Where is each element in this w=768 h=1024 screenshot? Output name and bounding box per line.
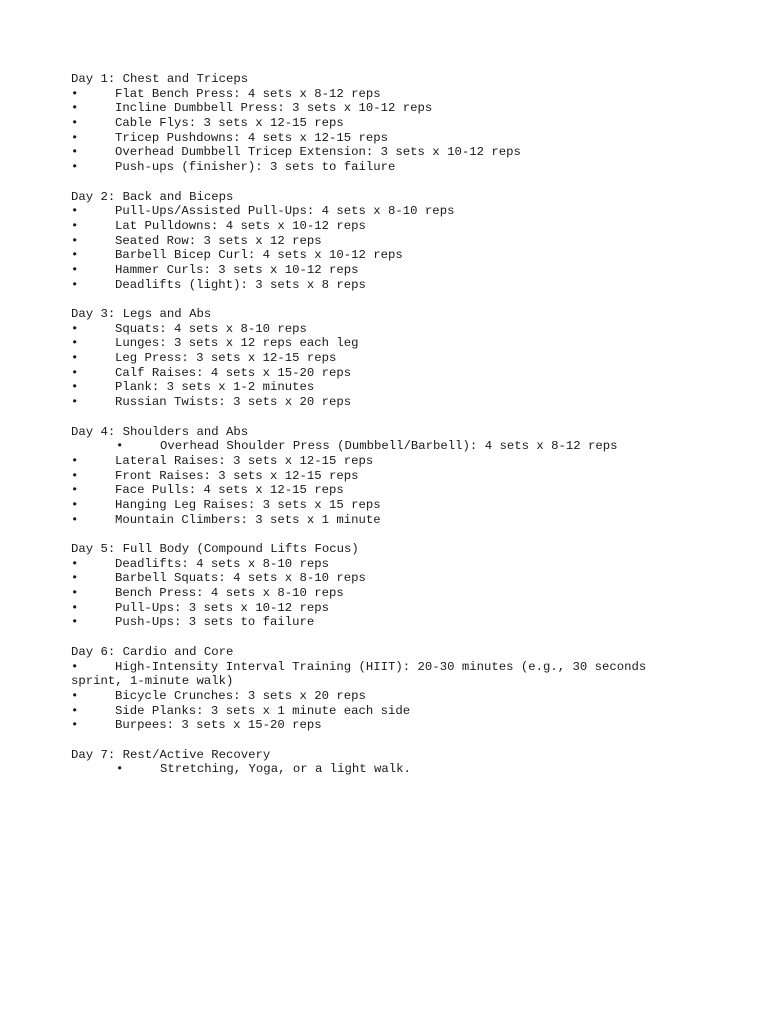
exercise-text: Bench Press: 4 sets x 8-10 reps bbox=[115, 586, 344, 601]
exercise-item bbox=[71, 586, 671, 601]
bullet-icon: • bbox=[71, 586, 79, 601]
day-heading: Day 6: Cardio and Core bbox=[71, 644, 234, 659]
exercise-item bbox=[71, 116, 671, 131]
exercise-text: Calf Raises: 4 sets x 15-20 reps bbox=[115, 365, 352, 380]
day-section bbox=[71, 425, 671, 528]
day-heading: Day 4: Shoulders and Abs bbox=[71, 424, 249, 439]
bullet-icon: • bbox=[71, 321, 79, 336]
exercise-item bbox=[71, 336, 671, 351]
exercise-text: Face Pulls: 4 sets x 12-15 reps bbox=[115, 483, 344, 498]
bullet-icon: • bbox=[71, 615, 79, 630]
bullet-icon: • bbox=[71, 86, 79, 101]
bullet-icon: • bbox=[71, 718, 79, 733]
bullet-icon: • bbox=[116, 762, 124, 777]
exercise-item bbox=[71, 101, 671, 116]
day-heading: Day 2: Back and Biceps bbox=[71, 189, 234, 204]
exercise-item bbox=[71, 762, 671, 777]
exercise-text: Pull-Ups: 3 sets x 10-12 reps bbox=[115, 600, 330, 615]
exercise-text: Overhead Shoulder Press (Dumbbell/Barbell): 4 sets x 8-12 reps bbox=[160, 439, 618, 454]
exercise-text: Push-Ups: 3 sets to failure bbox=[115, 615, 315, 630]
exercise-item bbox=[71, 513, 671, 528]
exercise-text: Hanging Leg Raises: 3 sets x 15 reps bbox=[115, 497, 381, 512]
exercise-item bbox=[71, 248, 671, 263]
exercise-text: Side Planks: 3 sets x 1 minute each side bbox=[115, 703, 411, 718]
exercise-text: Mountain Climbers: 3 sets x 1 minute bbox=[115, 512, 381, 527]
bullet-icon: • bbox=[71, 512, 79, 527]
bullet-icon: • bbox=[71, 160, 79, 175]
workout-plan bbox=[71, 72, 671, 792]
exercise-item bbox=[71, 689, 671, 704]
bullet-icon: • bbox=[71, 571, 79, 586]
exercise-text: Hammer Curls: 3 sets x 10-12 reps bbox=[115, 262, 359, 277]
exercise-text: Push-ups (finisher): 3 sets to failure bbox=[115, 160, 396, 175]
exercise-text: Seated Row: 3 sets x 12 reps bbox=[115, 233, 322, 248]
exercise-item bbox=[71, 263, 671, 278]
exercise-text: Front Raises: 3 sets x 12-15 reps bbox=[115, 468, 359, 483]
bullet-icon: • bbox=[71, 483, 79, 498]
exercise-item bbox=[71, 278, 671, 293]
exercise-text: Cable Flys: 3 sets x 12-15 reps bbox=[115, 116, 344, 131]
day-heading: Day 5: Full Body (Compound Lifts Focus) bbox=[71, 542, 359, 556]
exercise-text: Barbell Bicep Curl: 4 sets x 10-12 reps bbox=[115, 248, 403, 263]
exercise-item bbox=[71, 204, 671, 219]
exercise-item bbox=[71, 351, 671, 366]
exercise-item bbox=[71, 469, 671, 484]
exercise-text: Squats: 4 sets x 8-10 reps bbox=[115, 321, 307, 336]
exercise-item bbox=[71, 718, 671, 733]
bullet-icon: • bbox=[71, 556, 79, 571]
exercise-item bbox=[71, 160, 671, 175]
exercise-text: Pull-Ups/Assisted Pull-Ups: 4 sets x 8-10 reps bbox=[115, 204, 455, 219]
bullet-icon: • bbox=[71, 233, 79, 248]
exercise-text: Lat Pulldowns: 4 sets x 10-12 reps bbox=[115, 218, 366, 233]
bullet-icon: • bbox=[71, 395, 79, 410]
exercise-item bbox=[71, 234, 671, 249]
exercise-item bbox=[71, 704, 671, 719]
day-section bbox=[71, 748, 671, 777]
exercise-item bbox=[71, 557, 671, 572]
bullet-icon: • bbox=[71, 703, 79, 718]
bullet-icon: • bbox=[71, 130, 79, 145]
exercise-item bbox=[71, 571, 671, 586]
exercise-text: Overhead Dumbbell Tricep Extension: 3 sets x 10-12 reps bbox=[115, 145, 521, 160]
bullet-icon: • bbox=[71, 453, 79, 468]
exercise-item bbox=[71, 483, 671, 498]
exercise-item bbox=[71, 322, 671, 337]
bullet-icon: • bbox=[71, 248, 79, 263]
exercise-text: Plank: 3 sets x 1-2 minutes bbox=[115, 380, 315, 395]
bullet-icon: • bbox=[71, 116, 79, 131]
exercise-text: Burpees: 3 sets x 15-20 reps bbox=[115, 718, 322, 733]
bullet-icon: • bbox=[71, 218, 79, 233]
bullet-icon: • bbox=[71, 277, 79, 292]
day-heading: Day 7: Rest/Active Recovery bbox=[71, 747, 271, 762]
bullet-icon: • bbox=[71, 101, 79, 116]
exercise-text: Russian Twists: 3 sets x 20 reps bbox=[115, 395, 352, 410]
exercise-text: Tricep Pushdowns: 4 sets x 12-15 reps bbox=[115, 130, 389, 145]
day-heading: Day 1: Chest and Triceps bbox=[71, 72, 249, 86]
bullet-icon: • bbox=[71, 336, 79, 351]
exercise-item bbox=[71, 219, 671, 234]
bullet-icon: • bbox=[116, 439, 124, 454]
bullet-icon: • bbox=[71, 204, 79, 219]
day-section bbox=[71, 307, 671, 410]
exercise-text: Leg Press: 3 sets x 12-15 reps bbox=[115, 351, 337, 366]
exercise-item bbox=[71, 366, 671, 381]
bullet-icon: • bbox=[71, 262, 79, 277]
bullet-icon: • bbox=[71, 600, 79, 615]
day-section bbox=[71, 190, 671, 293]
exercise-item bbox=[71, 498, 671, 513]
exercise-text: Lateral Raises: 3 sets x 12-15 reps bbox=[115, 453, 374, 468]
exercise-text: Stretching, Yoga, or a light walk. bbox=[160, 762, 411, 777]
bullet-icon: • bbox=[71, 468, 79, 483]
bullet-icon: • bbox=[71, 145, 79, 160]
bullet-icon: • bbox=[71, 380, 79, 395]
day-section bbox=[71, 72, 671, 175]
exercise-item bbox=[71, 380, 671, 395]
exercise-item bbox=[71, 615, 671, 630]
exercise-item bbox=[71, 131, 671, 146]
bullet-icon: • bbox=[71, 659, 79, 674]
day-heading: Day 3: Legs and Abs bbox=[71, 307, 212, 321]
exercise-item bbox=[71, 601, 671, 616]
exercise-text: High-Intensity Interval Training (HIIT): 20-30 minutes (e.g., 30 seconds sprint, 1-minute walk) bbox=[71, 659, 647, 689]
exercise-item bbox=[71, 439, 671, 454]
exercise-text: Flat Bench Press: 4 sets x 8-12 reps bbox=[115, 86, 381, 101]
exercise-text: Barbell Squats: 4 sets x 8-10 reps bbox=[115, 571, 366, 586]
bullet-icon: • bbox=[71, 688, 79, 703]
exercise-text: Bicycle Crunches: 3 sets x 20 reps bbox=[115, 688, 366, 703]
exercise-item bbox=[71, 87, 671, 102]
exercise-item bbox=[71, 145, 671, 160]
exercise-text: Incline Dumbbell Press: 3 sets x 10-12 reps bbox=[115, 101, 433, 116]
bullet-icon: • bbox=[71, 365, 79, 380]
exercise-text: Lunges: 3 sets x 12 reps each leg bbox=[115, 336, 359, 351]
day-section bbox=[71, 542, 671, 630]
exercise-item bbox=[71, 395, 671, 410]
bullet-icon: • bbox=[71, 497, 79, 512]
exercise-text: Deadlifts: 4 sets x 8-10 reps bbox=[115, 556, 330, 571]
day-section bbox=[71, 645, 671, 733]
exercise-text: Deadlifts (light): 3 sets x 8 reps bbox=[115, 277, 366, 292]
bullet-icon: • bbox=[71, 351, 79, 366]
exercise-item bbox=[71, 454, 671, 469]
exercise-item bbox=[71, 660, 671, 689]
